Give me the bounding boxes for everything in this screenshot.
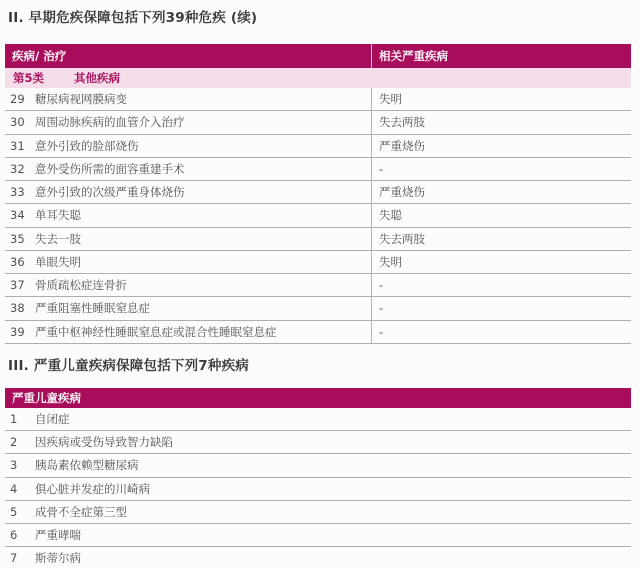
- table-row: [5, 478, 631, 501]
- related-disease: 失明: [379, 254, 402, 269]
- related-disease: 严重烧伤: [379, 138, 425, 153]
- column-header-disease-treatment: 疾病/ 治疗: [5, 44, 372, 68]
- row-number: 4: [10, 481, 18, 496]
- row-number: 35: [10, 231, 25, 246]
- related-disease: 失聪: [379, 208, 402, 223]
- category-5-row: [5, 68, 631, 88]
- disease-name: 单眼失明: [35, 254, 81, 269]
- table-row: [5, 547, 631, 568]
- disease-name: 因疾病或受伤导致智力缺陷: [35, 435, 173, 450]
- disease-name: 骨质疏松症连骨折: [35, 278, 127, 293]
- row-number: 39: [10, 324, 25, 339]
- disease-name: 意外引致的脸部烧伤: [35, 138, 139, 153]
- row-number: 7: [10, 551, 18, 566]
- row-number: 38: [10, 301, 25, 316]
- disease-name: 意外引致的次级严重身体烧伤: [35, 185, 185, 200]
- child-illness-table: [5, 388, 631, 568]
- row-number: 2: [10, 435, 18, 450]
- disease-name: 意外受伤所需的面容重建手术: [35, 161, 185, 176]
- table-row: [5, 181, 631, 204]
- disease-name: 严重中枢神经性睡眠窒息症或混合性睡眠窒息症: [35, 324, 277, 339]
- disease-name: 单耳失聪: [35, 208, 81, 223]
- row-number: 33: [10, 185, 25, 200]
- related-disease: -: [379, 324, 384, 339]
- child-table-header-row: 严重儿童疾病: [5, 388, 631, 408]
- table-row: [5, 158, 631, 181]
- related-disease: 失明: [379, 92, 402, 107]
- row-number: 1: [10, 412, 18, 427]
- row-number: 37: [10, 278, 25, 293]
- row-number: 32: [10, 161, 25, 176]
- table-row: [5, 228, 631, 251]
- section-early-title: II. 早期危疾保障包括下列39种危疾 (续): [8, 10, 258, 26]
- early-table-header-row: [5, 44, 631, 68]
- table-row: [5, 524, 631, 547]
- related-disease: -: [379, 161, 384, 176]
- disease-name: 胰岛素依赖型糖尿病: [35, 458, 139, 473]
- disease-name: 斯蒂尔病: [35, 551, 81, 566]
- disease-name: 成骨不全症第三型: [35, 504, 127, 519]
- related-disease: -: [379, 301, 384, 316]
- early-illness-table: [5, 44, 631, 344]
- disease-name: 周围动脉疾病的血管介入治疗: [35, 115, 185, 130]
- table-row: [5, 297, 631, 320]
- table-row: [5, 408, 631, 431]
- row-number: 36: [10, 254, 25, 269]
- table-row: [5, 88, 631, 111]
- disease-name: 俱心脏并发症的川崎病: [35, 481, 150, 496]
- column-header-related-illness: 相关严重疾病: [379, 49, 448, 63]
- row-number: 34: [10, 208, 25, 223]
- related-disease: -: [379, 278, 384, 293]
- category-name: 其他疾病: [74, 71, 121, 85]
- table-row: [5, 501, 631, 524]
- related-disease: 失去两肢: [379, 115, 425, 130]
- disease-name: 失去一肢: [35, 231, 81, 246]
- table-row: [5, 251, 631, 274]
- section-child-title: III. 严重儿童疾病保障包括下列7种疾病: [8, 358, 249, 374]
- table-row: [5, 111, 631, 134]
- disease-name: 严重哮喘: [35, 528, 81, 543]
- disease-name: 糖尿病视网膜病变: [35, 92, 127, 107]
- table-row: [5, 135, 631, 158]
- table-row: [5, 321, 631, 344]
- category-label: 第5类: [13, 71, 45, 85]
- row-number: 29: [10, 92, 25, 107]
- row-number: 31: [10, 138, 25, 153]
- disease-name: 严重阻塞性睡眠窒息症: [35, 301, 150, 316]
- row-number: 6: [10, 528, 18, 543]
- table-row: [5, 431, 631, 454]
- related-disease: 失去两肢: [379, 231, 425, 246]
- table-row: [5, 274, 631, 297]
- table-row: [5, 204, 631, 227]
- table-row: [5, 454, 631, 477]
- row-number: 3: [10, 458, 18, 473]
- related-disease: 严重烧伤: [379, 185, 425, 200]
- disease-name: 自闭症: [35, 412, 70, 427]
- row-number: 30: [10, 115, 25, 130]
- row-number: 5: [10, 504, 18, 519]
